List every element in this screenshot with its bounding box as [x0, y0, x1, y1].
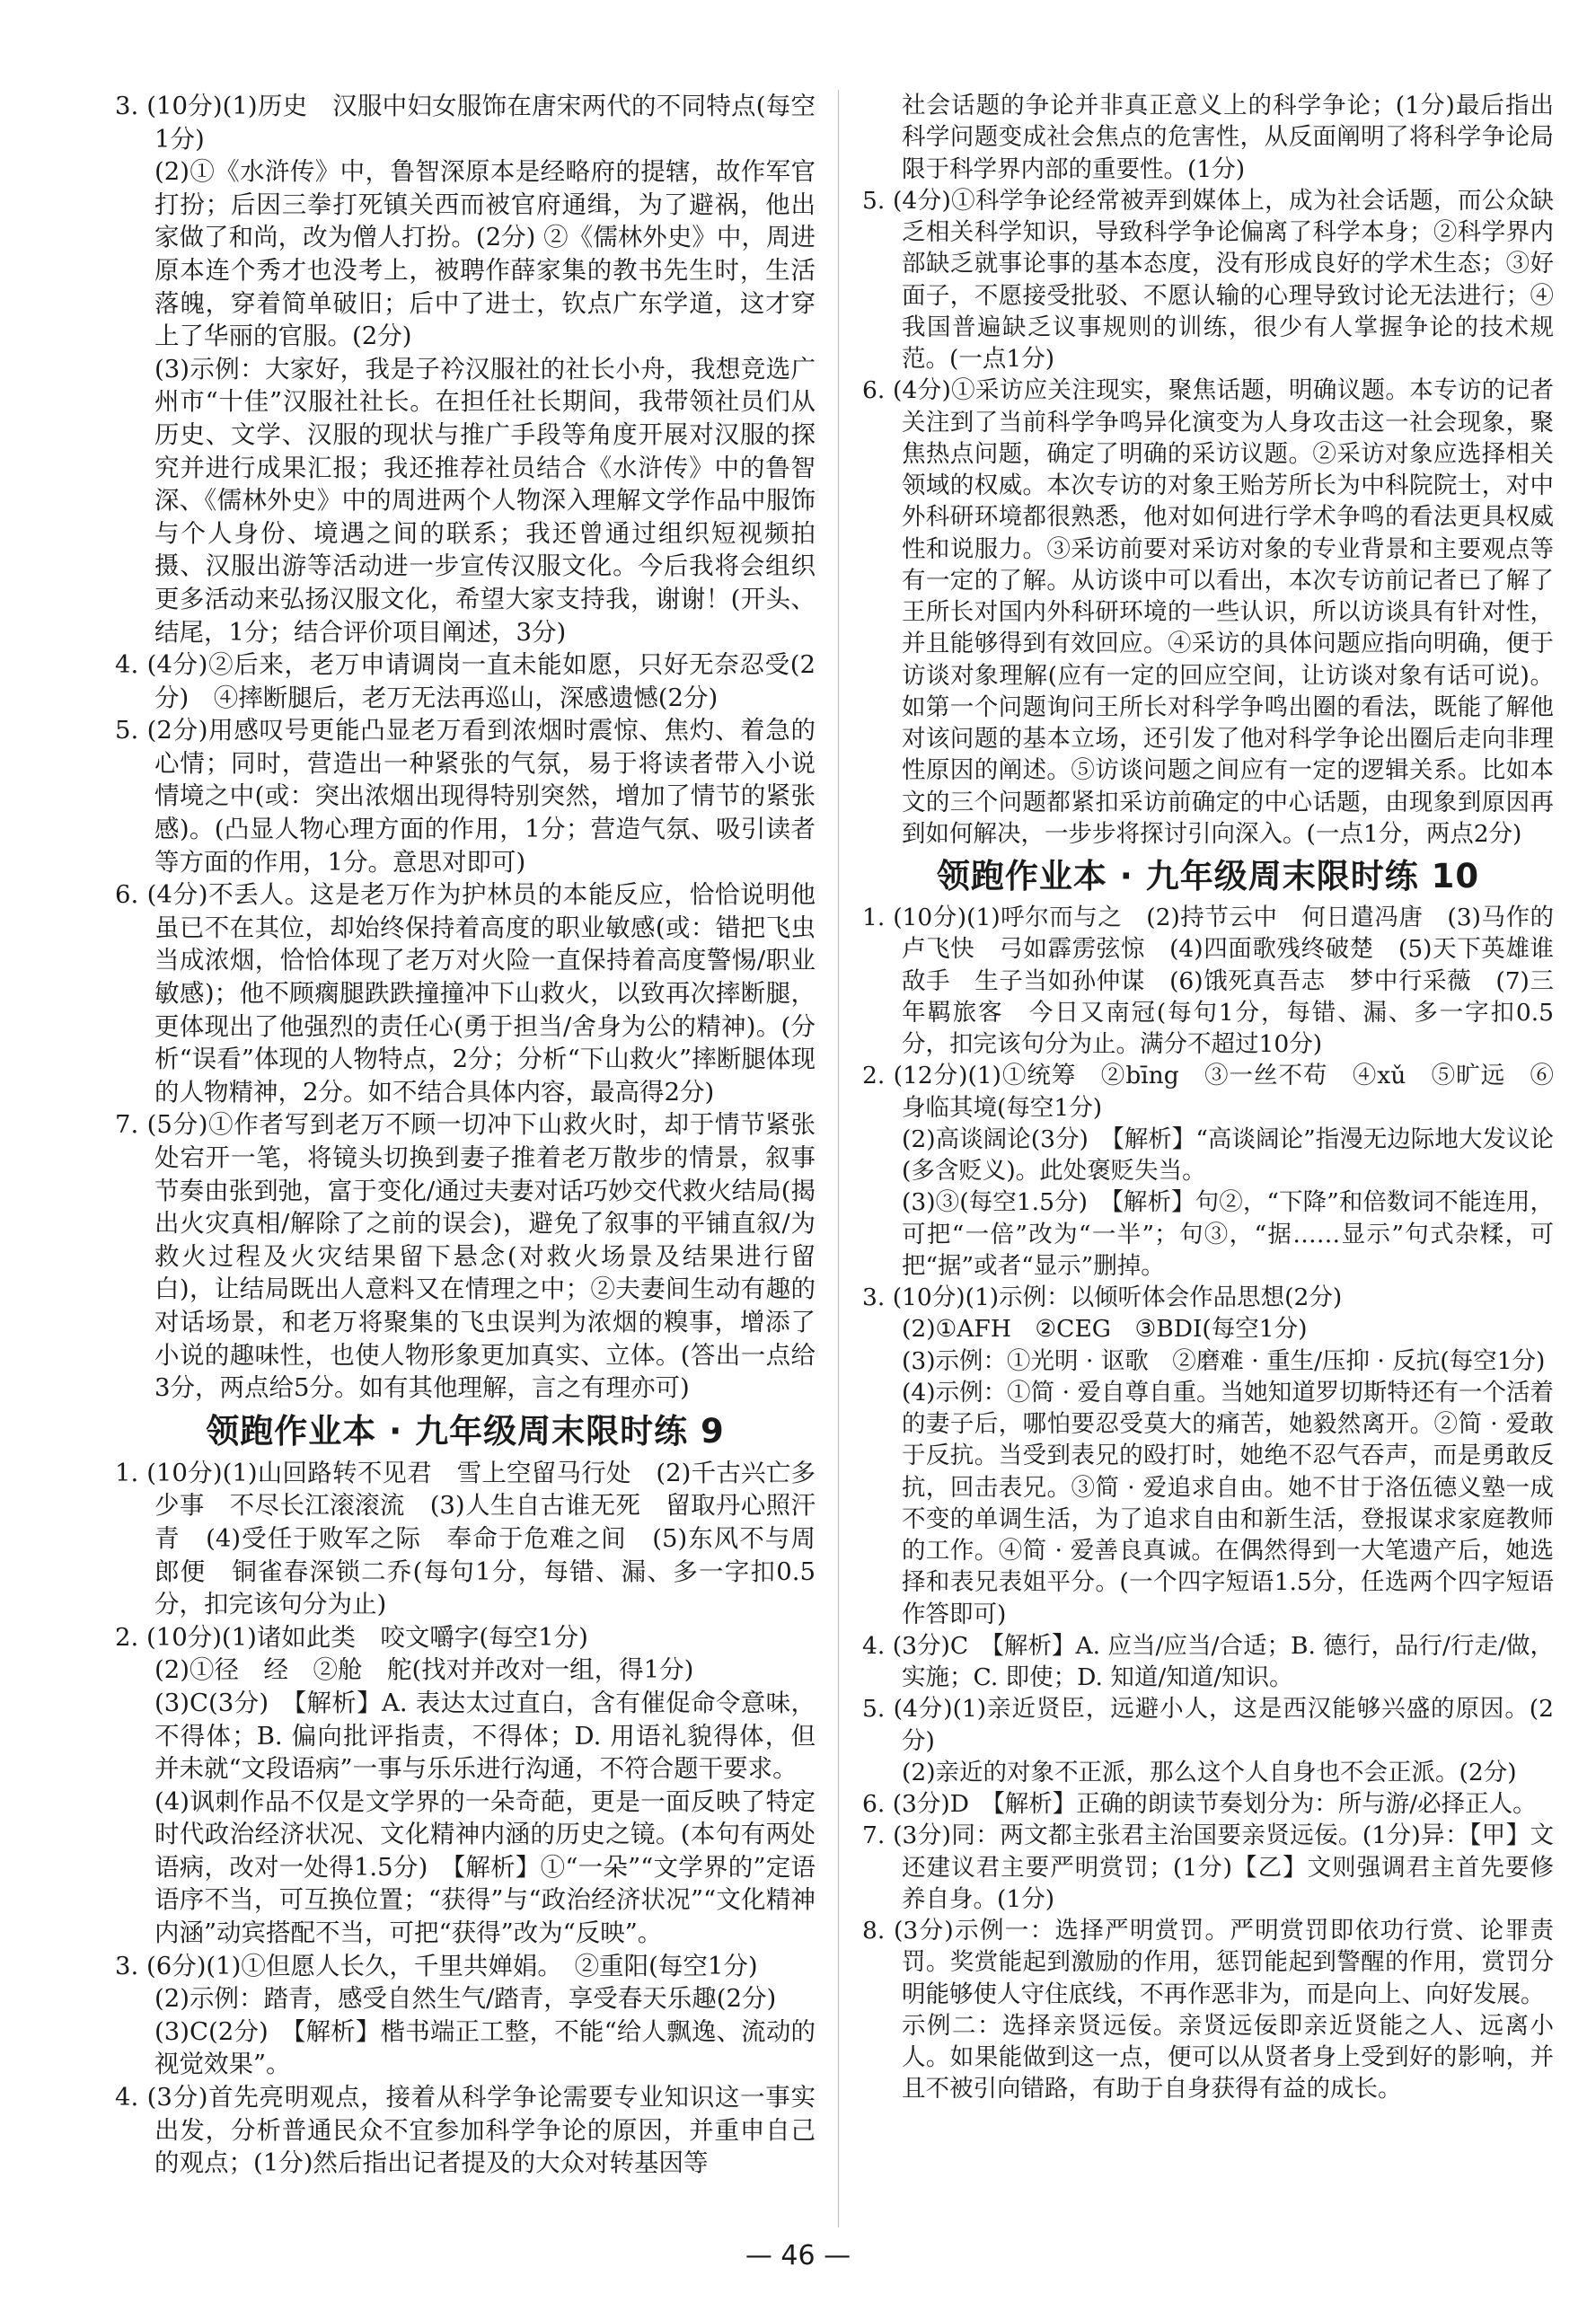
answer-item: 7. (5分)①作者写到老万不顾一切冲下山救火时，却于情节紧张处宕开一笔，将镜头切换到妻子推着老万散步的情景，叙事节奏由张到弛，富于变化/通过夫妻对话巧妙交代救火结局(揭出火灾真相/解除了之前的误会)，避免了叙事的平铺直叙/为救火过程及火灾结果留下悬念(对救火场景及结果进行留白)，让结局既出人意料又在情理之中；②夫妻间生动有趣的对话场景，和老万将聚集的飞虫误判为浓烟的糗事，增添了小说的趣味性，也使人物形象更加真实、立体。(答出一点给3分，两点给5分。如有其他理解，言之有理亦可) — [115, 1110, 816, 1403]
column-divider — [838, 90, 839, 2227]
left-column — [115, 90, 816, 2180]
answer-item: 7. (3分)同：两文都主张君主治国要亲贤远佞。(1分)异：【甲】文还建议君主要严明赏罚；(1分)【乙】文则强调君主首先要修养自身。(1分) — [862, 1821, 1554, 1913]
section-title: 领跑作业本 · 九年级周末限时练 9 — [206, 1411, 725, 1451]
answer-item: 2. (10分)(1)诸如此类 咬文嚼字(每空1分) — [115, 1622, 588, 1652]
answer-paragraph: (3)示例：①光明 · 讴歌 ②磨难 · 重生/压抑 · 反抗(每空1分) — [902, 1346, 1546, 1375]
answer-item: 8. (3分)示例一：选择严明赏罚。严明赏罚即依功行赏、论罪责罚。奖赏能起到激励的作用，惩罚能起到警醒的作用，赏罚分明能够使人守住底线，不再作恶非为，而是向上、向好发展。 — [862, 1917, 1554, 2008]
answer-item: 5. (2分)用感叹号更能凸显老万看到浓烟时震惊、焦灼、着急的心情；同时，营造出一种紧张的气氛，易于将读者带入小说情境之中(或：突出浓烟出现得特别突然，增加了情节的紧张感)。(凸显人物心理方面的作用，1分；营造气氛、吸引读者等方面的作用，1分。意思对即可) — [115, 716, 816, 877]
answer-item: 4. (4分)②后来，老万申请调岗一直未能如愿，只好无奈忍受(2分) ④摔断腿后，老万无法再巡山，深感遗憾(2分) — [115, 650, 816, 712]
answer-paragraph: (3)③(每空1.5分) 【解析】句②，“下降”和倍数词不能连用，可把“一倍”改为“一半”；句③，“据……显示”句式杂糅，可把“据”或者“显示”删掉。 — [902, 1188, 1554, 1280]
answer-item: 1. (10分)(1)山回路转不见君 雪上空留马行处 (2)千古兴亡多少事 不尽长江滚滚流 (3)人生自古谁无死 留取丹心照汗青 (4)受任于败军之际 奉命于危难之间 (5)东风不与周郎便 铜雀春深锁二乔(每句1分，每错、漏、多一字扣0.5分，扣完该句分为止) — [115, 1458, 816, 1619]
answer-item: 6. (3分)D 【解析】正确的朗读节奏划分为：所与游/必择正人。 — [862, 1790, 1537, 1818]
answer-paragraph: (2)亲近的对象不正派，那么这个人自身也不会正派。(2分) — [902, 1758, 1517, 1786]
answer-paragraph: (3)C(3分) 【解析】A. 表达太过直白，含有催促命令意味，不得体；B. 偏向批评指责，不得体；D. 用语礼貌得体，但并未就“文段语病”一事与乐乐进行沟通，不符合题干要求。 — [154, 1688, 816, 1784]
answer-item: 3. (6分)(1)①但愿人长久，千里共婵娟。 ②重阳(每空1分) — [115, 1951, 758, 1980]
answer-item: 2. (12分)(1)①统筹 ②bīng ③一丝不苟 ④xǔ ⑤旷远 ⑥身临其境(每空1分) — [862, 1062, 1554, 1122]
answer-item: 1. (10分)(1)呼尔而与之 (2)持节云中 何日遣冯唐 (3)马作的卢飞快 弓如霹雳弦惊 (4)四面歌残终破楚 (5)天下英雄谁敌手 生子当如孙仲谋 (6)饿死真吾志 梦中行采薇 (7)三年羁旅客 今日又南冠(每句1分，每错、漏、多一字扣0.5分，扣完该句分为止。满分不超过10分) — [862, 904, 1554, 1058]
answer-item: 3. (10分)(1)历史 汉服中妇女服饰在唐宋两代的不同特点(每空1分) — [115, 92, 816, 154]
answer-item: 6. (4分)①采访应关注现实，聚焦话题，明确议题。本专访的记者关注到了当前科学争鸣异化演变为人身攻击这一社会现象，聚焦热点问题，确定了明确的采访议题。②采访对象应选择相关领域的权威。本次专访的对象王贻芳所长为中科院院士，对中外科研环境都很熟悉，他对如何进行学术争鸣的看法更具权威性和说服力。③采访前要对采访对象的专业背景和主要观点等有一定的了解。从访谈中可以看出，本次专访前记者已了解了王所长对国内外科研环境的一些认识，所以访谈具有针对性，并且能够得到有效回应。④采访的具体问题应指向明确，便于访谈对象理解(应有一定的回应空间，让访谈对象有话可说)。如第一个问题询问王所长对科学争鸣出圈的看法，既能了解他对该问题的基本立场，还引发了他对科学争论出圈后走向非理性原因的阐述。⑤访谈问题之间应有一定的逻辑关系。比如本文的三个问题都紧扣采访前确定的中心话题，由现象到原因再到如何解决，一步步将探讨引向深入。(一点1分，两点2分) — [862, 376, 1554, 848]
answer-paragraph: (2)高谈阔论(3分) 【解析】“高谈阔论”指漫无边际地大发议论(多含贬义)。此处褒贬失当。 — [902, 1125, 1554, 1185]
answer-item: 5. (4分)①科学争论经常被弄到媒体上，成为社会话题，而公众缺乏相关科学知识，导致科学争论偏离了科学本身；②科学界内部缺乏就事论事的基本态度，没有形成良好的学术生态；③好面子，不愿接受批驳、不愿认输的心理导致讨论无法进行；④我国普遍缺乏议事规则的训练，很少有人掌握争论的技术规范。(一点1分) — [862, 186, 1554, 373]
answer-paragraph: 社会话题的争论并非真正意义上的科学争论；(1分)最后指出科学问题变成社会焦点的危害性，从反面阐明了将科学争论局限于科学界内部的重要性。(1分) — [902, 92, 1554, 183]
section-title: 领跑作业本 · 九年级周末限时练 10 — [936, 857, 1480, 895]
answer-paragraph: (3)示例：大家好，我是子衿汉服社的社长小舟，我想竞选广州市“十佳”汉服社社长。在担任社长期间，我带领社员们从历史、文学、汉服的现状与推广手段等角度开展对汉服的探究并进行成果汇报；我还推荐社员结合《水浒传》中的鲁智深、《儒林外史》中的周进两个人物深入理解文学作品中服饰与个人身份、境遇之间的联系；我还曾通过组织短视频拍摄、汉服出游等活动进一步宣传汉服文化。今后我将会组织更多活动来弘扬汉服文化，希望大家支持我，谢谢！(开头、结尾，1分；结合评价项目阐述，3分) — [154, 354, 816, 647]
answer-paragraph: (2)①径 经 ②舱 舵(找对并改对一组，得1分) — [154, 1655, 694, 1685]
right-column — [862, 90, 1554, 2105]
answer-item: 4. (3分)C 【解析】A. 应当/应当/合适；B. 德行，品行/行走/做，实施；C. 即使；D. 知道/知道/知识。 — [862, 1631, 1554, 1691]
answer-paragraph: (2)①《水浒传》中，鲁智深原本是经略府的提辖，故作军官打扮；后因三拳打死镇关西而被官府通缉，为了避祸，他出家做了和尚，改为僧人打扮。(2分) ②《儒林外史》中，周进原本连个秀才也没考上，被聘作薛家集的教书先生时，生活落魄，穿着简单破旧；后中了进士，钦点广东学道，这才穿上了华丽的官服。(2分) — [154, 157, 816, 351]
answer-item: 5. (4分)(1)亲近贤臣，远避小人，这是西汉能够兴盛的原因。(2分) — [862, 1695, 1554, 1755]
answer-item: 3. (10分)(1)示例：以倾听体会作品思想(2分) — [862, 1283, 1343, 1311]
answer-paragraph: (2)示例：踏青，感受自然生气/踏青，享受春天乐趣(2分) — [154, 1984, 777, 2014]
answer-item: 6. (4分)不丢人。这是老万作为护林员的本能反应，恰恰说明他虽已不在其位，却始终保持着高度的职业敏感(或：错把飞虫当成浓烟，恰恰体现了老万对火险一直保持着高度警惕/职业敏感)；他不顾瘸腿跌跌撞撞冲下山救火，以致再次摔断腿，更体现出了他强烈的责任心(勇于担当/舍身为公的精神)。(分析“误看”体现的人物特点，2分；分析“下山救火”摔断腿体现的人物精神，2分。如不结合具体内容，最高得2分) — [115, 880, 816, 1107]
answer-paragraph: (4)讽刺作品不仅是文学界的一朵奇葩，更是一面反映了特定时代政治经济状况、文化精神内涵的历史之镜。(本句有两处语病，改对一处得1.5分) 【解析】①“一朵”“文学界的”定语语序不当，可互换位置；“获得”与“政治经济状况”“文化精神内涵”动宾搭配不当，可把“获得”改为“反映”。 — [154, 1786, 816, 1948]
answer-item: 4. (3分)首先亮明观点，接着从科学争论需要专业知识这一事实出发，分析普通民众不宜参加科学争论的原因，并重申自己的观点；(1分)然后指出记者提及的大众对转基因等 — [115, 2083, 816, 2178]
answer-paragraph: 示例二：选择亲贤远佞。亲贤远佞即亲近贤能之人、远离小人。如果能做到这一点，便可以从贤者身上受到好的影响，并且不被引向错路，有助于自身获得有益的成长。 — [902, 2011, 1554, 2104]
answer-paragraph: (3)C(2分) 【解析】楷书端正工整，不能“给人飘逸、流动的视觉效果”。 — [154, 2016, 816, 2079]
answer-paragraph: (2)①AFH ②CEG ③BDI(每空1分) — [902, 1315, 1308, 1344]
answer-paragraph: (4)示例：①简 · 爱自尊自重。当她知道罗切斯特还有一个活着的妻子后，哪怕要忍受莫大的痛苦，她毅然离开。②简 · 爱敢于反抗。当受到表兄的殴打时，她绝不忍气吞声，而是勇敢反抗，回击表兄。③简 · 爱追求自由。她不甘于洛伍德义塾一成不变的单调生活，为了追求自由和新生活，登报谋求家庭教师的工作。④简 · 爱善良真诚。在偶然得到一大笔遗产后，她选择和表兄表姐平分。(一个四字短语1.5分，任选两个四字短语作答即可) — [902, 1378, 1554, 1628]
page-number: — 46 — — [745, 2240, 851, 2271]
